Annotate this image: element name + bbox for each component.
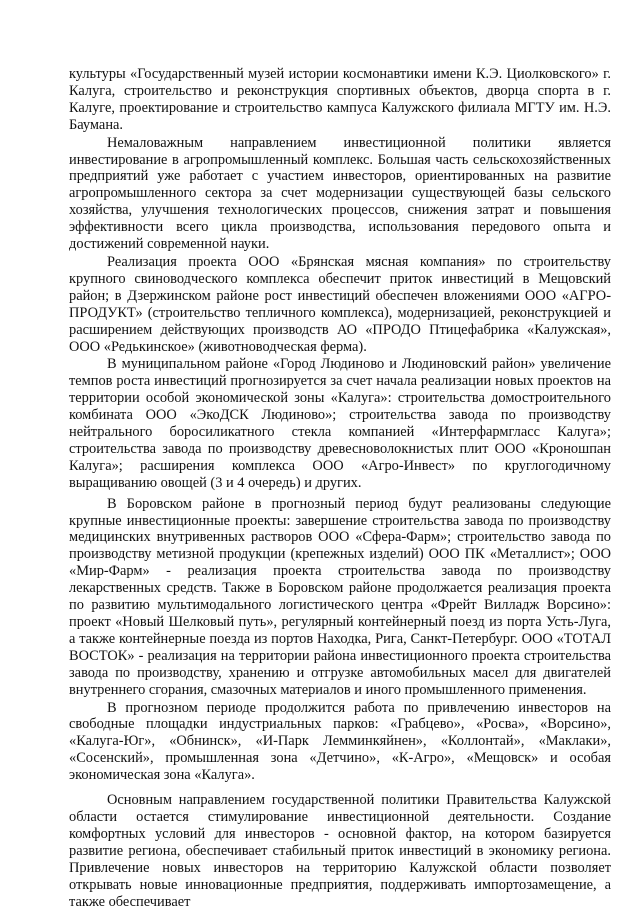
paragraph-state-policy: Основным направлением государственной политики Правительства Калужской области остается стимулирование инвестиционной деятельности. Создание комфортных условий для инвесторов - основной фактор, на котором базируется развитие региона, обеспечивает стабильный приток инвестиций в экономику региона. Привлечение новых инвесторов на территорию Калужской области позволяет открывать новые инновационные предприятия, поддерживать импортозамещение, а также обеспечивает	[69, 792, 611, 910]
paragraph-bryansk-project: Реализация проекта ООО «Брянская мясная компания» по строительству крупного свиноводческого комплекса обеспечит приток инвестиций в Мещовский район; в Дзержинском районе рост инвестиций обеспечен вложениями ООО «АГРО-ПРОДУКТ» (строительство тепличного комплекса), модернизацией, реконструкцией и расширением действующих производств АО «ПРОДО Птицефабрика «Калужская», ООО «Редькинское» (животноводческая ферма).	[69, 253, 611, 355]
paragraph-lyudinovo: В муниципальном районе «Город Людиново и Людиновский район» увеличение темпов роста инвестиций прогнозируется за счет начала реализации новых проектов на территории особой экономической зоны «Калуга»: строительства домостроительного комбината ООО «ЭкоДСК Людиново»; строительства завода по производству нейтрального боросиликатного стекла компанией «Интерфармгласс Калуга»; строительства завода по производству древесноволокнистых плит ООО «Кроношпан Калуга»; расширения комплекса ООО «Агро-Инвест» по круглогодичному выращиванию овощей (3 и 4 очередь) и других.	[69, 356, 611, 491]
paragraph-continuation: культуры «Государственный музей истории космонавтики имени К.Э. Циолковского» г. Калуга, строительство и реконструкция спортивных объектов, дворца спорта в г. Калуге, проектирование и строительство кампуса Калужского филиала МГТУ им. Н.Э. Баумана.	[69, 66, 611, 133]
paragraph-industrial-parks: В прогнозном периоде продолжится работа по привлечению инвесторов на свободные площадки индустриальных парков: «Грабцево», «Росва», «Ворсино», «Калуга-Юг», «Обнинск», «И-Парк Лемминкяйнен», «Коллонтай», «Маклаки», «Сосенский», промышленная зона «Детчино», «К-Агро», «Мещовск» и особая экономическая зона «Калуга».	[69, 699, 611, 784]
paragraph-agro-investment: Немаловажным направлением инвестиционной политики является инвестирование в агропромышленный комплекс. Большая часть сельскохозяйственных предприятий уже работает с участием инвесторов, ориентированных на развитие агропромышленного сектора за счет модернизации существующей базы сельского хозяйства, улучшения технологических процессов, снижения затрат и повышения эффективности всего цикла производства, использования передового опыта и достижений современной науки.	[69, 134, 611, 253]
document-body	[69, 66, 611, 910]
paragraph-borovsk: В Боровском районе в прогнозный период будут реализованы следующие крупные инвестиционные проекты: завершение строительства завода по производству медицинских внутривенных растворов ООО «Сфера-Фарм»; строительство завода по производству метизной продукции (крепежных изделий) ООО ПК «Металлист»; ООО «Мир-Фарм» - реализация проекта строительства завода по производству лекарственных средств. Также в Боровском районе продолжается реализация проекта по развитию мультимодального логистического центра «Фрейт Вилладж Ворсино»: проект «Новый Шелковый путь», регулярный контейнерный поезд из порта Усть-Луга, а также контейнерные поезда из портов Находка, Рига, Санкт-Петербург. ООО «ТОТАЛ ВОСТОК» - реализация на территории района инвестиционного проекта строительства завода по производству, хранению и отгрузке автомобильных масел для двигателей внутреннего сгорания, смазочных материалов и иного промышленного применения.	[69, 495, 611, 698]
